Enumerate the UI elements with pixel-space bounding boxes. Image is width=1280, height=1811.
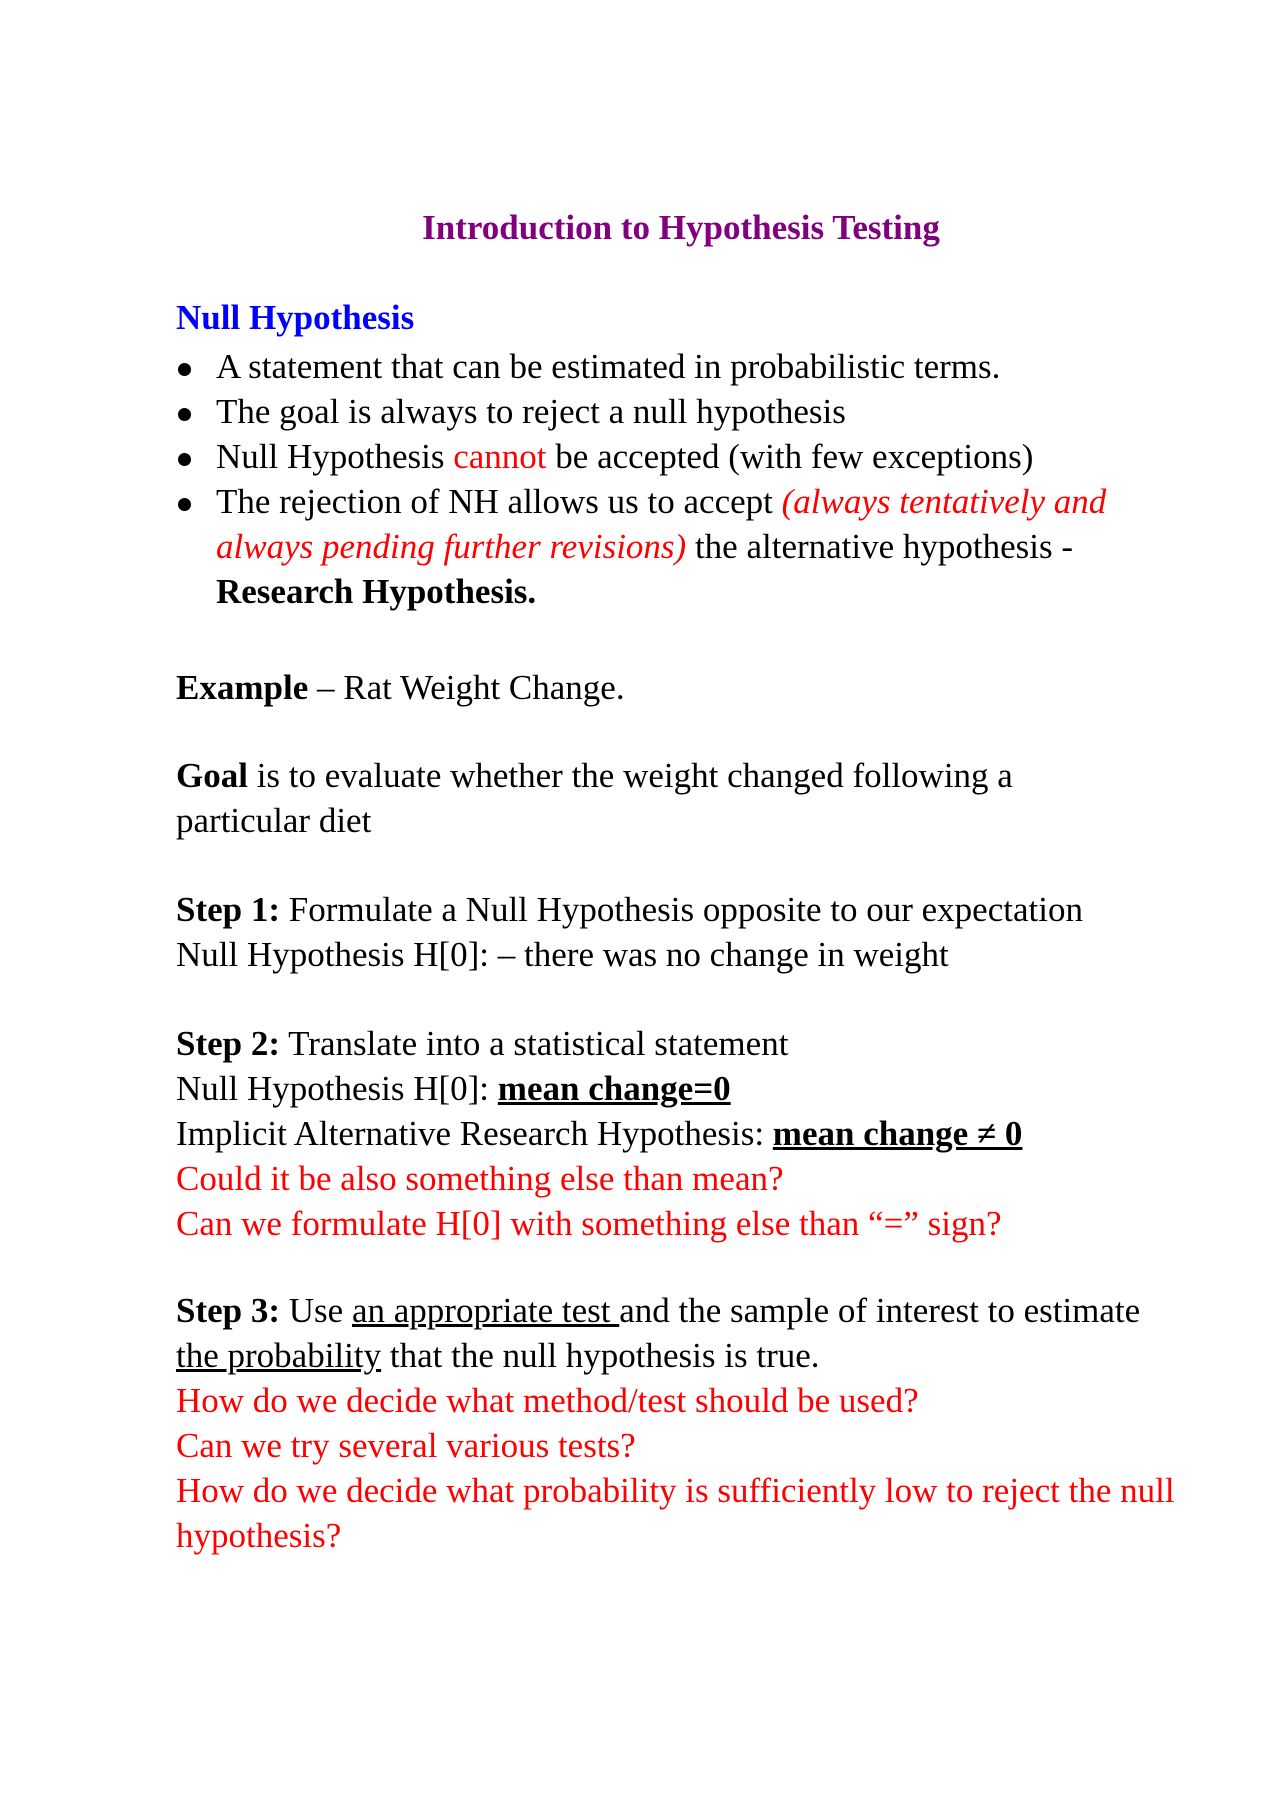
goal-text: is to evaluate whether the weight changed following a particular diet [176,756,1013,840]
null-hypothesis-bullet-list [176,344,1186,614]
step2-paragraph [176,1021,1206,1246]
step2-null-value: mean change=0 [497,1069,731,1108]
bullet-text: The goal is always to reject a null hypothesis [216,392,846,431]
emphasis-cannot: cannot [453,437,547,476]
bullet-text: be accepted (with few exceptions) [546,437,1034,476]
bullet-text: The rejection of NH allows us to accept [216,482,782,521]
bullet-text: the alternative hypothesis - [686,527,1074,566]
example-text: – Rat Weight Change. [308,668,625,707]
goal-paragraph [176,753,1136,843]
step2-null-prefix: Null Hypothesis H[0]: [176,1069,498,1108]
step2-question: Can we formulate H[0] with something else than “=” sign? [176,1204,1002,1243]
step1-label: Step 1: [176,890,281,929]
section-heading-null-hypothesis: Null Hypothesis [176,298,415,337]
step1-paragraph [176,887,1206,977]
step2-label: Step 2: [176,1024,281,1063]
example-label: Example [176,668,309,707]
step3-text: Use [280,1291,352,1330]
step3-label: Step 3: [176,1291,281,1330]
step3-underline-test: an appropriate test [351,1291,620,1330]
bullet-item [176,389,1186,434]
step3-text: and the sample of interest to estimate [619,1291,1141,1330]
step1-text: Formulate a Null Hypothesis opposite to our expectation [280,890,1083,929]
bullet-text: Null Hypothesis [216,437,454,476]
goal-label: Goal [176,756,248,795]
bullet-icon [178,408,191,421]
step2-question: Could it be also something else than mean? [176,1159,784,1198]
bullet-icon [178,453,191,466]
page-title: Introduction to Hypothesis Testing [422,208,940,247]
step2-alt-value: mean change ≠ 0 [772,1114,1023,1153]
bullet-icon [178,498,191,511]
step3-question: How do we decide what probability is sufficiently low to reject the null hypothesis? [176,1471,1175,1555]
research-hypothesis-term: Research Hypothesis. [216,572,537,611]
emphasis-tentative-note: (always tentatively and always pending further revisions) [216,482,1107,566]
step3-question: Can we try several various tests? [176,1426,636,1465]
step1-null-statement: Null Hypothesis H[0]: – there was no change in weight [176,935,949,974]
step2-text: Translate into a statistical statement [280,1024,789,1063]
step2-alt-prefix: Implicit Alternative Research Hypothesis: [176,1114,773,1153]
step3-underline-probability: the probability [176,1336,382,1375]
bullet-item [176,344,1186,389]
step3-paragraph [176,1288,1176,1558]
bullet-item [176,434,1186,479]
step3-text: that the null hypothesis is true. [381,1336,820,1375]
step3-question: How do we decide what method/test should be used? [176,1381,919,1420]
bullet-icon [178,363,191,376]
bullet-text: A statement that can be estimated in probabilistic terms. [216,347,1001,386]
example-paragraph [176,665,1206,710]
bullet-item [176,479,1186,614]
